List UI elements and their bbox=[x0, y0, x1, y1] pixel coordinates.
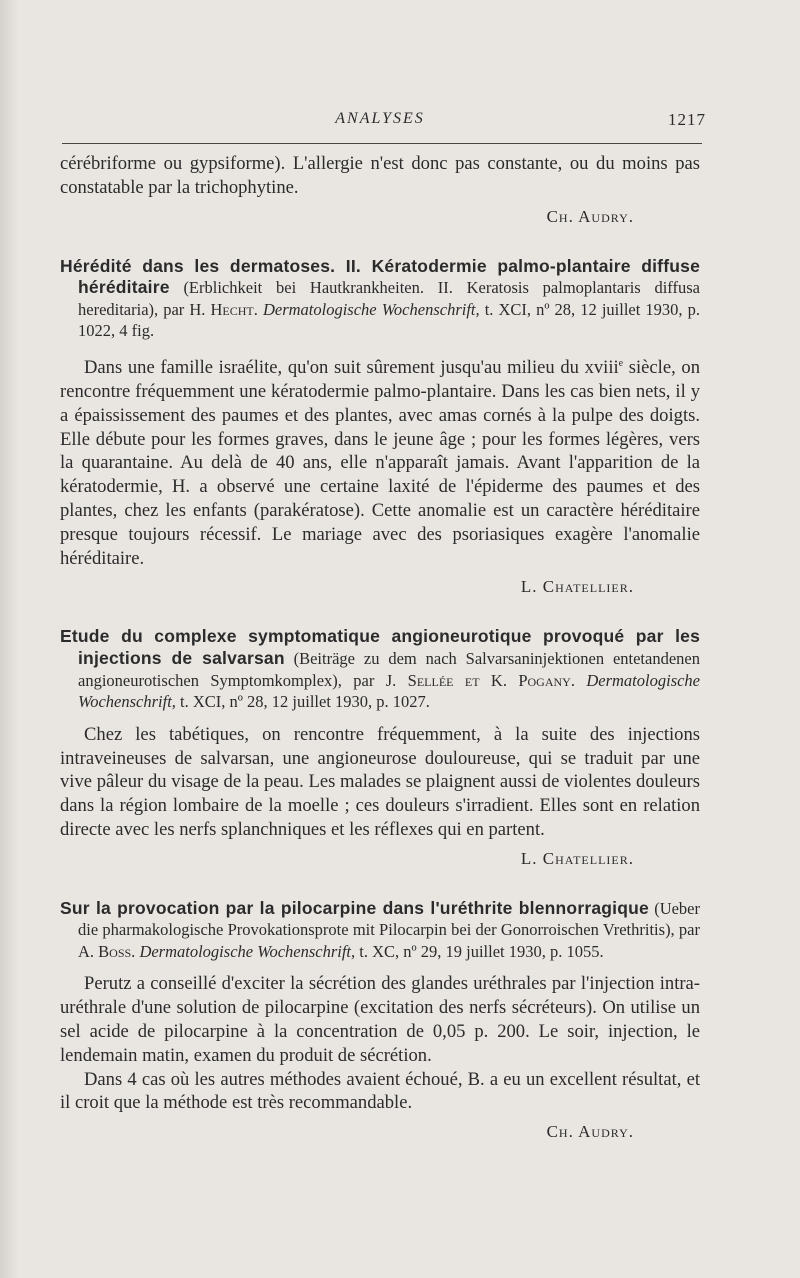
article-paragraph: Chez les tabétiques, on rencontre fréquemment, à la suite des injections intraveineuses de salvarsan, une angioneurose douloureuse, qui se traduit par une vive pâleur du visage de la peau. Les malades se plaignent aussi de violentes douleurs dans la région lombaire de la moelle ; ces douleurs s'irradient. Elles sont en relation directe avec les nerfs splanchniques et les réflexes qui en partent. bbox=[60, 723, 700, 840]
scan-edge-shadow bbox=[0, 0, 18, 1278]
running-title: ANALYSES bbox=[335, 110, 425, 127]
paragraph-text: Dans une famille israélite, qu'on suit sûrement jusqu'au milieu du xviii bbox=[84, 357, 619, 379]
header-rule bbox=[62, 143, 702, 144]
article-title: Sur la provocation par la pilocarpine dans l'uréthrite blennorragique bbox=[60, 897, 649, 918]
article-title: Hérédité dans les dermatoses. II. Kératodermie palmo-plantaire diffuse héréditaire bbox=[60, 255, 700, 298]
article-author: J. Sellée et K. Pogany. bbox=[385, 670, 575, 690]
article-heredite bbox=[60, 256, 700, 599]
running-head bbox=[60, 110, 706, 134]
page-body bbox=[60, 152, 700, 1143]
article-subtitle: (Ueber die pharmakologische Provokationsprote mit Pilocarpin bei der Gonorroischen Vrethritis), par bbox=[78, 898, 701, 940]
article-signature: Ch. Audry. bbox=[546, 1122, 634, 1142]
article-reference: t. XCI, nº 28, 12 juillet 1930, p. 1022, 4 fig. bbox=[78, 299, 700, 341]
continuation-text: cérébriforme ou gypsiforme). L'allergie n'est donc pas constante, ou du moins pas constatable par la trichophytine. bbox=[60, 153, 700, 198]
article-heading bbox=[60, 256, 700, 342]
article-title: Etude du complexe symptomatique angioneurotique provoqué par les injections de salvarsan bbox=[60, 626, 700, 668]
journal-page bbox=[60, 0, 706, 1278]
article-paragraph: Dans 4 cas où les autres méthodes avaient échoué, B. a eu un excellent résultat, et il croit que la méthode est très recommandable. bbox=[60, 1068, 700, 1114]
article-journal: Dermatologische Wochenschrift, bbox=[262, 299, 480, 319]
article-reference: t. XC, nº 29, 19 juillet 1930, p. 1055. bbox=[359, 941, 604, 961]
article-heading bbox=[60, 626, 700, 712]
article-journal: Dermatologische Wochenschrift, bbox=[78, 670, 701, 712]
article-subtitle: (Beiträge zu dem nach Salvarsaninjektionen entetandenen angioneurotischen Symptomkomplex), par bbox=[78, 648, 700, 690]
article-author: A. Boss. bbox=[78, 941, 136, 961]
continuation-signature: Ch. Audry. bbox=[546, 206, 634, 226]
paragraph-superscript: e bbox=[618, 357, 624, 369]
article-author: H. Hecht. bbox=[189, 299, 258, 319]
article-heading bbox=[60, 898, 700, 963]
article-signature: L. Chatellier. bbox=[520, 577, 634, 597]
article-salvarsan bbox=[60, 626, 700, 869]
article-journal: Dermatologische Wochenschrift, bbox=[139, 941, 356, 961]
article-reference: t. XCI, nº 28, 12 juillet 1930, p. 1027. bbox=[180, 692, 430, 712]
article-paragraph bbox=[60, 352, 700, 570]
article-subtitle: (Erblichkeit bei Hautkrankheiten. II. Keratosis palmoplantaris diffusa hereditaria), par bbox=[78, 278, 700, 319]
article-pilocarpine bbox=[60, 898, 700, 1144]
article-paragraph: Perutz a conseillé d'exciter la sécrétion des glandes uréthrales par l'injection intra-uréthrale d'une solution de pilocarpine (excitation des nerfs sécréteurs). On utilise un sel acide de pilocarpine à la concentration de 0,05 p. 200. Le soir, injection, le lendemain matin, examen du produit de sécrétion. bbox=[60, 973, 700, 1066]
article-signature: L. Chatellier. bbox=[520, 848, 634, 868]
article-biblio bbox=[78, 278, 700, 340]
paragraph-text: siècle, on rencontre fréquemment une kératodermie palmo-plantaire. Dans les cas bien nets, il y a épaississement des paumes et des plantes, avec amas cornés à la pulpe des doigts. Elle débute pour les formes graves, dans le jeune âge ; pour les formes légères, vers la quarantaine. Au delà de 40 ans, elle n'apparaît jamais. Avant l'apparition de la kératodermie, H. a observé une certaine laxité de l'épiderme des paumes et des plantes, chez les enfants (parakératose). Cette anomalie est un caractère héréditaire presque toujours récessif. Le mariage avec des psoriasiques exagère l'anomalie héréditaire. bbox=[60, 357, 700, 569]
page-number: 1217 bbox=[668, 110, 706, 129]
